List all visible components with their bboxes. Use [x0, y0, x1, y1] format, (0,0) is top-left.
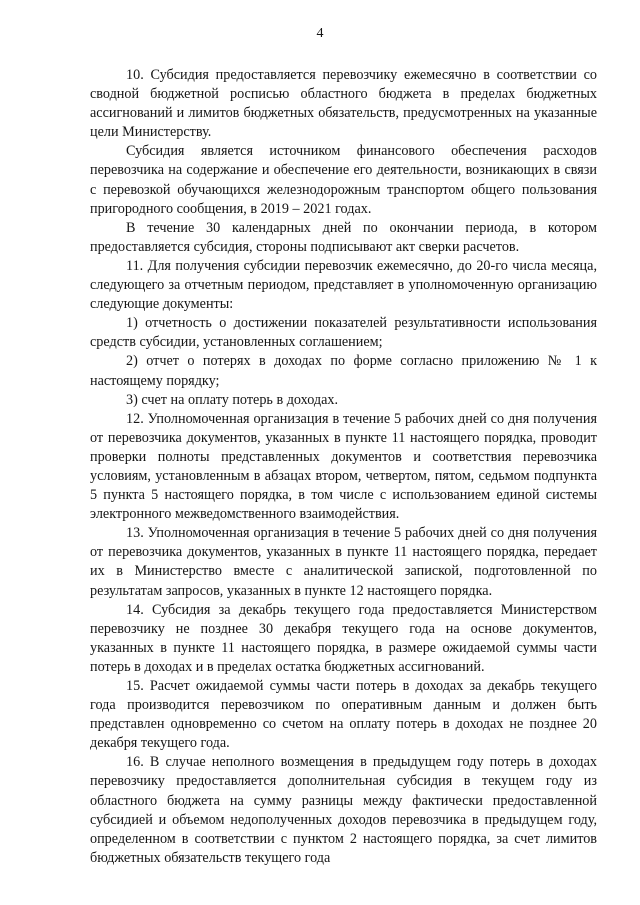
page-number: 4	[316, 26, 324, 41]
document-body	[90, 66, 597, 868]
paragraph-10: 10. Субсидия предоставляется перевозчику ежемесячно в соответствии со сводной бюджетной росписью областного бюджета в пределах бюджетных ассигнований и лимитов бюджетных обязательств, предусмотренных на указанные цели Министерству.	[90, 67, 597, 141]
paragraph-subsidy-source: Субсидия является источником финансового обеспечения расходов перевозчика на содержание и обеспечение его деятельности, возникающих в связи с перевозкой обучающихся железнодорожным транспортом общего пользования пригородного сообщения, в 2019 – 2021 годах.	[90, 143, 597, 217]
paragraph-11: 11. Для получения субсидии перевозчик ежемесячно, до 20-го числа месяца, следующего за отчетным периодом, представляет в уполномоченную организацию следующие документы:	[90, 257, 597, 313]
paragraph-13: 13. Уполномоченная организация в течение 5 рабочих дней со дня получения от перевозчика документов, указанных в пункте 11 настоящего порядка, передает их в Министерство вместе с аналитической запиской, подготовленной по результатам запросов, указанных в пункте 12 настоящего порядка.	[90, 525, 597, 599]
paragraph-14: 14. Субсидия за декабрь текущего года предоставляется Министерством перевозчику не позднее 30 декабря текущего года на основе документов, указанных в пункте 11 настоящего порядка, в размере ожидаемой суммы части потерь в доходах и в пределах остатка бюджетных ассигнований.	[90, 601, 597, 675]
paragraph-16: 16. В случае неполного возмещения в предыдущем году потерь в доходах перевозчику предоставляется дополнительная субсидия в текущем году из областного бюджета на сумму разницы между фактически предоставленной субсидией и объемом недополученных доходов перевозчика в предыдущем году, определенном в соответствии с пунктом 2 настоящего порядка, за счет лимитов бюджетных обязательств текущего года	[90, 754, 597, 866]
paragraph-reconciliation: В течение 30 календарных дней по окончании периода, в котором предоставляется субсидия, стороны подписывают акт сверки расчетов.	[90, 219, 597, 255]
list-item-3: 3) счет на оплату потерь в доходах.	[126, 391, 339, 408]
list-item-2: 2) отчет о потерях в доходах по форме согласно приложению № 1 к настоящему порядку;	[90, 353, 597, 389]
paragraph-15: 15. Расчет ожидаемой суммы части потерь в доходах за декабрь текущего года производится перевозчиком по оперативным данным и должен быть представлен одновременно со счетом на оплату потерь в доходах не позднее 20 декабря текущего года.	[90, 678, 597, 752]
list-item-1: 1) отчетность о достижении показателей результативности использования средств субсидии, установленных соглашением;	[90, 315, 597, 351]
paragraph-12: 12. Уполномоченная организация в течение 5 рабочих дней со дня получения от перевозчика документов, указанных в пункте 11 настоящего порядка, проводит проверки полноты представленных документов и соответствия перевозчика условиям, установленным в абзацах втором, четвертом, пятом, седьмом подпункта 5 пункта 5 настоящего порядка, в том числе с использованием единой системы электронного межведомственного взаимодействия.	[90, 410, 597, 523]
